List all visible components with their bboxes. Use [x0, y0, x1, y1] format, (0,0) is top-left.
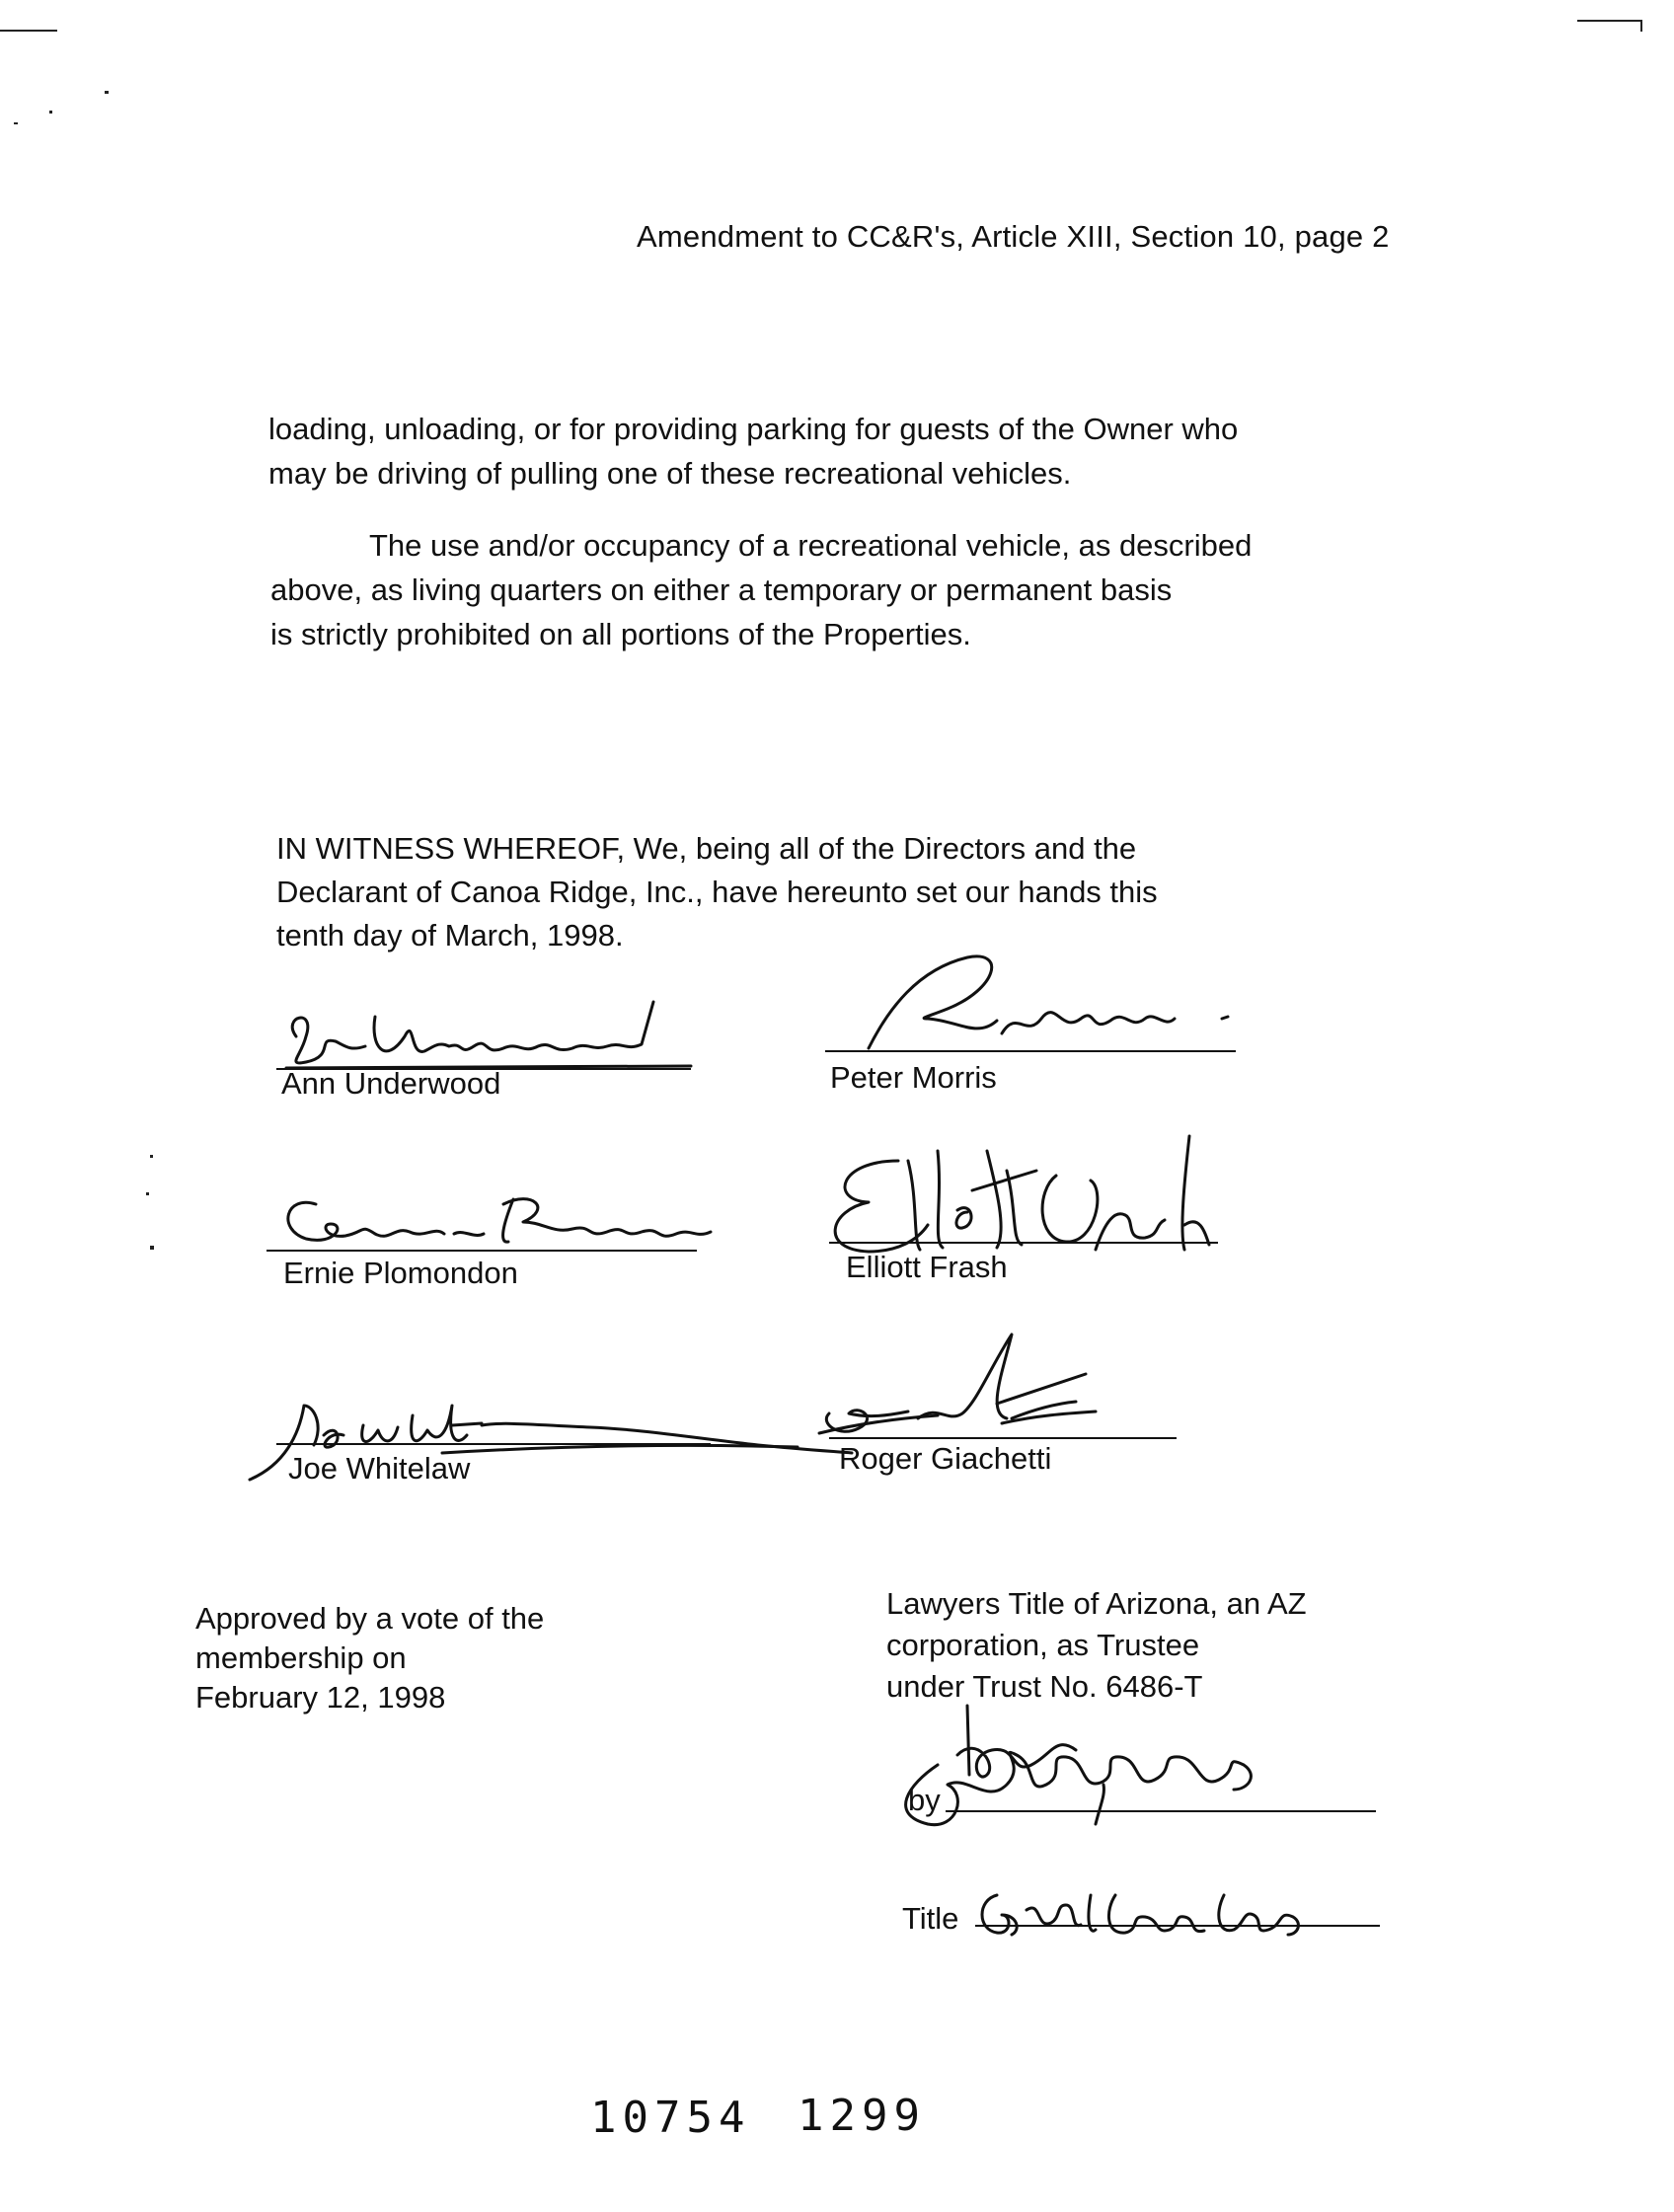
- approval-line: Approved by a vote of the: [195, 1601, 545, 1636]
- signature-line: [825, 1050, 1236, 1052]
- membership-approval: [195, 1599, 544, 1717]
- signature-line: [946, 1810, 1376, 1812]
- signature-line: [276, 1443, 711, 1445]
- page-header: Amendment to CC&R's, Article XIII, Section 10, page 2: [637, 219, 1390, 254]
- signature-line: [975, 1925, 1380, 1927]
- signatory-roger-giachetti: Roger Giachetti: [839, 1441, 1052, 1476]
- signatory-joe-whitelaw: Joe Whitelaw: [288, 1451, 471, 1486]
- paragraph-line: may be driving of pulling one of these recreational vehicles.: [268, 456, 1072, 491]
- scan-dot: [105, 91, 109, 94]
- signature-roger-giachetti: [799, 1325, 1175, 1453]
- signature-line: [829, 1437, 1177, 1439]
- signature-line: [266, 1250, 697, 1252]
- scan-mark-top-left: [0, 30, 57, 32]
- scan-dot: [14, 122, 18, 124]
- trustee-line: Lawyers Title of Arizona, an AZ: [886, 1586, 1307, 1621]
- paragraph-prohibition: [270, 523, 1252, 656]
- signature-title-handwriting: [967, 1875, 1323, 1945]
- signature-trust-officer: [869, 1696, 1283, 1834]
- trustee-block: [886, 1583, 1307, 1708]
- paragraph-continuation: [268, 407, 1238, 496]
- trustee-line: corporation, as Trustee: [886, 1628, 1200, 1662]
- approval-line: membership on: [195, 1640, 407, 1675]
- signature-ernie-plomondon: [276, 1184, 711, 1254]
- witness-line: tenth day of March, 1998.: [276, 918, 624, 953]
- witness-clause: [276, 827, 1158, 957]
- scan-mark-top-right: [1577, 20, 1642, 22]
- title-label: Title: [902, 1901, 959, 1936]
- signatory-elliott-frash: Elliott Frash: [846, 1250, 1008, 1284]
- signature-line: [829, 1242, 1218, 1244]
- scan-dot: [49, 111, 52, 114]
- scan-dot: [150, 1246, 154, 1250]
- signatory-ann-underwood: Ann Underwood: [281, 1066, 501, 1101]
- recording-docket-number: 10754: [590, 2093, 751, 2143]
- witness-line: Declarant of Canoa Ridge, Inc., have hereunto set our hands this: [276, 875, 1158, 909]
- by-label: by: [908, 1783, 941, 1817]
- witness-line: IN WITNESS WHEREOF, We, being all of the Directors and the: [276, 831, 1137, 866]
- signatory-ernie-plomondon: Ernie Plomondon: [283, 1256, 518, 1290]
- signature-peter-morris: [829, 950, 1244, 1058]
- recording-page-number: 1299: [798, 2091, 926, 2141]
- trustee-line: under Trust No. 6486-T: [886, 1669, 1203, 1704]
- paragraph-line: loading, unloading, or for providing parking for guests of the Owner who: [268, 412, 1239, 446]
- scan-mark-top-right-tick: [1640, 20, 1642, 32]
- scan-dot: [150, 1155, 153, 1158]
- paragraph-line: is strictly prohibited on all portions of the Properties.: [270, 617, 971, 651]
- signature-elliott-frash: [809, 1131, 1224, 1259]
- scan-dot: [146, 1192, 149, 1195]
- signature-ann-underwood: [276, 997, 691, 1076]
- signatory-peter-morris: Peter Morris: [830, 1060, 997, 1095]
- paragraph-line: above, as living quarters on either a temporary or permanent basis: [270, 572, 1173, 607]
- approval-line: February 12, 1998: [195, 1680, 446, 1715]
- paragraph-line: The use and/or occupancy of a recreational vehicle, as described: [369, 528, 1253, 563]
